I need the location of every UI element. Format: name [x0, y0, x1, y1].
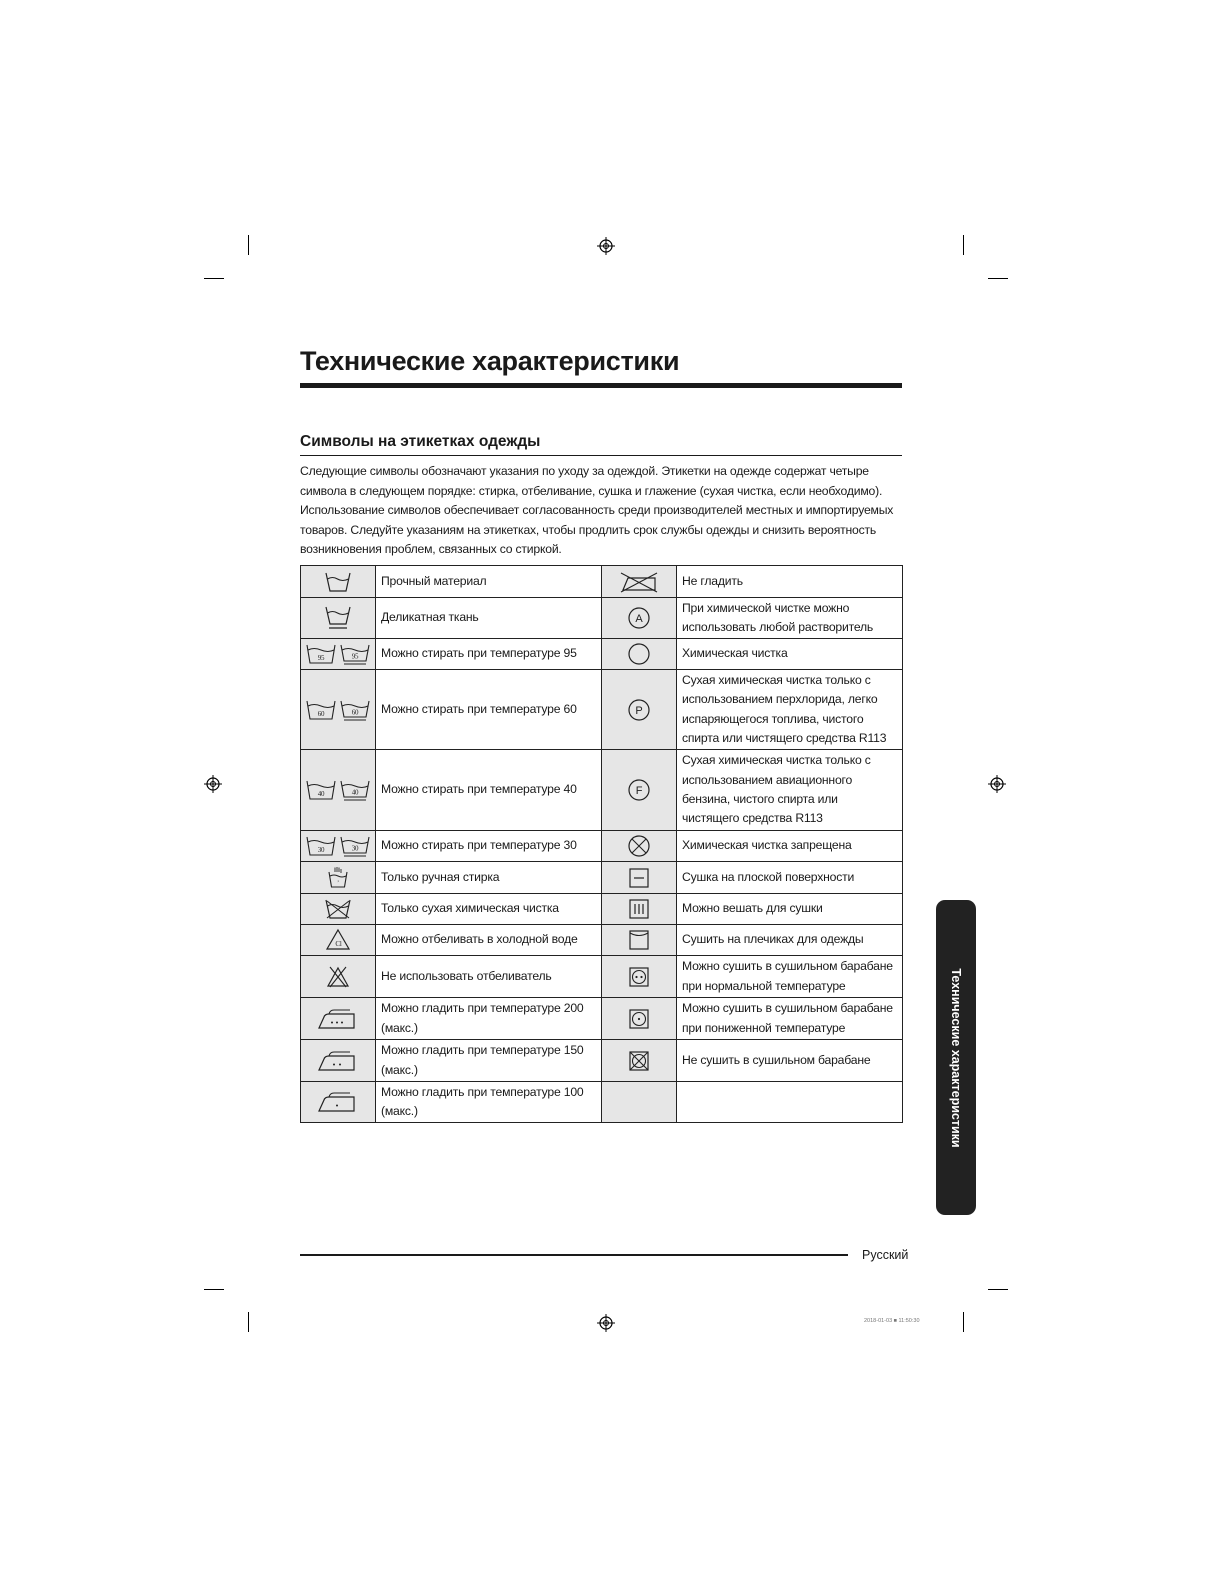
- symbol-cell: [602, 862, 677, 894]
- symbol-description: Можно стирать при температуре 30: [376, 831, 602, 862]
- no-iron-icon: [619, 570, 659, 594]
- crop-mark: [248, 1312, 249, 1332]
- symbol-cell: [602, 639, 677, 670]
- side-tab-label: Технические характеристики: [949, 968, 963, 1148]
- symbol-cell: [602, 598, 677, 639]
- symbol-cell: [301, 566, 376, 598]
- svg-text:60: 60: [317, 709, 325, 718]
- symbol-description: Можно отбеливать в холодной воде: [376, 925, 602, 956]
- footer-rule: [300, 1254, 848, 1256]
- iron-high-icon: [316, 1007, 360, 1031]
- hand-wash-icon: [324, 866, 352, 890]
- section-rule: [300, 455, 902, 456]
- svg-text:F: F: [635, 785, 643, 797]
- svg-text:60: 60: [351, 708, 359, 716]
- symbol-description: При химической чистке можно использовать любой растворитель: [677, 598, 903, 639]
- symbol-cell: [602, 925, 677, 956]
- symbol-description: Деликатная ткань: [376, 598, 602, 639]
- symbol-description: Химическая чистка запрещена: [677, 831, 903, 862]
- svg-text:95: 95: [317, 654, 325, 662]
- table-row: [301, 831, 903, 862]
- cold-bleach-icon: [324, 928, 352, 952]
- symbol-description: Можно сушить в сушильном барабане при нормальной температуре: [677, 956, 903, 998]
- drip-dry-hanger-icon: [627, 928, 651, 952]
- wash-40-icon: [305, 778, 371, 802]
- symbol-description: Сушить на плечиках для одежды: [677, 925, 903, 956]
- dry-clean-p-icon: [627, 698, 651, 722]
- symbol-cell: [602, 831, 677, 862]
- svg-text:P: P: [635, 704, 643, 717]
- symbol-description: Только ручная стирка: [376, 862, 602, 894]
- care-symbols-table: [300, 565, 903, 1123]
- symbol-cell: [301, 862, 376, 894]
- symbol-cell: [602, 894, 677, 925]
- crop-mark: [204, 1289, 224, 1290]
- wash-95-icon: [305, 642, 371, 666]
- symbol-cell: [602, 998, 677, 1040]
- symbol-description: Сушка на плоской поверхности: [677, 862, 903, 894]
- no-dry-clean-icon: [627, 834, 651, 858]
- wash-tub-delicate-icon: [324, 604, 352, 632]
- symbol-description: Можно гладить при температуре 200 (макс.): [376, 998, 602, 1040]
- print-stamp: 2018-01-03 ■ 11:50:30: [864, 1318, 920, 1324]
- tumble-dry-normal-icon: [627, 965, 651, 989]
- title-rule: [300, 383, 902, 388]
- section-title: Символы на этикетках одежды: [300, 433, 541, 450]
- table-row: [301, 598, 903, 639]
- registration-mark-icon: [597, 1314, 615, 1332]
- symbol-cell: [602, 566, 677, 598]
- registration-mark-icon: [204, 775, 222, 793]
- wash-30-icon: [305, 834, 371, 858]
- table-row: [301, 925, 903, 956]
- tumble-dry-low-icon: [627, 1007, 651, 1031]
- symbol-cell: [301, 598, 376, 639]
- table-row: [301, 750, 903, 831]
- symbol-description: Прочный материал: [376, 566, 602, 598]
- symbol-cell: [301, 894, 376, 925]
- symbol-cell: [301, 925, 376, 956]
- symbol-description: Можно стирать при температуре 60: [376, 670, 602, 750]
- table-row: [301, 639, 903, 670]
- symbol-description: Можно сушить в сушильном барабане при пониженной температуре: [677, 998, 903, 1040]
- svg-text:95: 95: [351, 652, 359, 661]
- crop-mark: [988, 278, 1008, 279]
- dry-flat-icon: [627, 866, 651, 890]
- svg-text:40: 40: [317, 790, 325, 798]
- symbol-description: Можно гладить при температуре 100 (макс.): [376, 1082, 602, 1123]
- registration-mark-icon: [597, 237, 615, 255]
- crop-mark: [988, 1289, 1008, 1290]
- symbol-description: Только сухая химическая чистка: [376, 894, 602, 925]
- empty-description-cell: [677, 1082, 903, 1123]
- symbol-cell: [602, 956, 677, 998]
- symbol-cell: [602, 750, 677, 831]
- symbol-cell: [301, 998, 376, 1040]
- svg-text:30: 30: [351, 844, 359, 853]
- table-row: [301, 1082, 903, 1123]
- svg-text:Cl: Cl: [335, 940, 342, 948]
- symbol-description: Сухая химическая чистка только с использованием перхлорида, легко испаряющегося топлива, чистого спирта или чистящего средства R113: [677, 670, 903, 750]
- symbol-cell: [301, 670, 376, 750]
- table-row: [301, 1040, 903, 1082]
- svg-text:40: 40: [351, 788, 359, 797]
- dry-clean-any-solvent-icon: [627, 606, 651, 630]
- dry-clean-icon: [627, 642, 651, 666]
- crop-mark: [963, 1312, 964, 1332]
- table-row: [301, 670, 903, 750]
- crop-mark: [963, 235, 964, 255]
- no-bleach-icon: [324, 965, 352, 989]
- iron-medium-icon: [316, 1049, 360, 1073]
- symbol-cell: [301, 639, 376, 670]
- iron-low-icon: [316, 1090, 360, 1114]
- wash-60-icon: [305, 698, 371, 722]
- svg-text:ʼ: ʼ: [337, 880, 339, 886]
- table-row: [301, 894, 903, 925]
- registration-mark-icon: [988, 775, 1006, 793]
- symbol-description: Можно гладить при температуре 150 (макс.): [376, 1040, 602, 1082]
- page-title: Технические характеристики: [300, 346, 680, 376]
- do-not-wash-icon: [324, 897, 352, 921]
- wash-tub-icon: [324, 570, 352, 594]
- symbol-cell: [301, 831, 376, 862]
- symbol-description: Сухая химическая чистка только с использованием авиационного бензина, чистого спирта или чистящего средства R113: [677, 750, 903, 831]
- symbol-description: Химическая чистка: [677, 639, 903, 670]
- table-row: [301, 998, 903, 1040]
- symbol-cell: [602, 1040, 677, 1082]
- symbol-description: Можно вешать для сушки: [677, 894, 903, 925]
- empty-symbol-cell: [602, 1082, 677, 1123]
- footer-language: Русский: [862, 1248, 909, 1262]
- symbol-cell: [301, 956, 376, 998]
- symbol-description: Можно стирать при температуре 95: [376, 639, 602, 670]
- symbol-description: Можно стирать при температуре 40: [376, 750, 602, 831]
- symbol-cell: [301, 750, 376, 831]
- symbol-cell: [602, 670, 677, 750]
- table-row: [301, 566, 903, 598]
- no-tumble-dry-icon: [627, 1049, 651, 1073]
- table-row: [301, 862, 903, 894]
- symbol-description: Не использовать отбеливатель: [376, 956, 602, 998]
- svg-text:A: A: [635, 613, 643, 625]
- crop-mark: [248, 235, 249, 255]
- symbol-description: Не сушить в сушильном барабане: [677, 1040, 903, 1082]
- symbol-description: Не гладить: [677, 566, 903, 598]
- table-row: [301, 956, 903, 998]
- symbol-cell: [301, 1082, 376, 1123]
- symbol-cell: [301, 1040, 376, 1082]
- line-dry-icon: [627, 897, 651, 921]
- dry-clean-f-icon: [627, 778, 651, 802]
- crop-mark: [204, 278, 224, 279]
- intro-paragraph: Следующие символы обозначают указания по уходу за одеждой. Этикетки на одежде содержат четыре символа в следующем порядке: стирка, отбеливание, сушка и глажение (сухая чистка, если необходимо). Использование символов обеспечивает согласованность среди производителей местных и импортируемых товаров. Следуйте указаниям на этикетках, чтобы продлить срок службы одежды и снизить вероятность возникновения проблем, связанных со стиркой.: [300, 464, 894, 557]
- svg-text:30: 30: [317, 846, 325, 854]
